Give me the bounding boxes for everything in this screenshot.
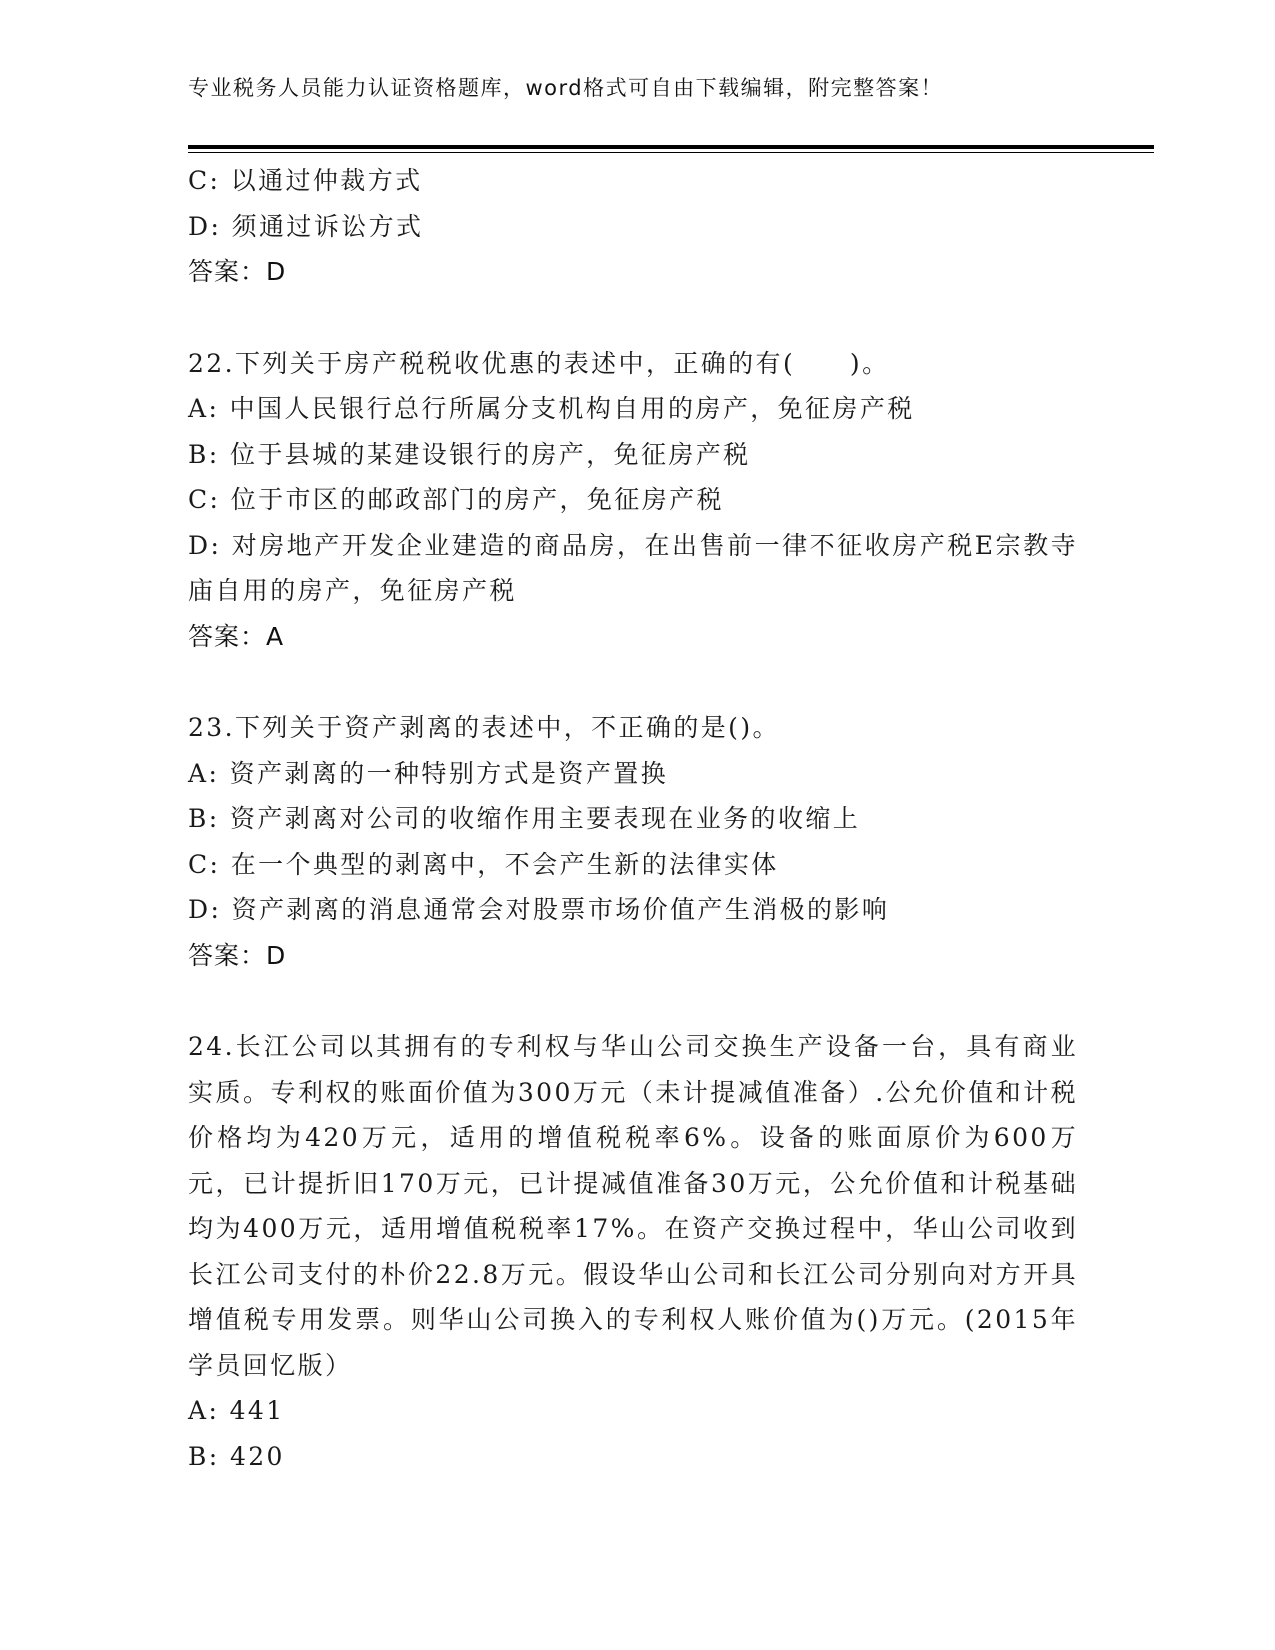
option-d: D: 资产剥离的消息通常会对股票市场价值产生消极的影响	[188, 895, 890, 924]
option-a: A: 441	[188, 1396, 285, 1425]
continued-question	[188, 158, 1078, 295]
question-24	[188, 1024, 1078, 1479]
option-a: A: 中国人民银行总行所属分支机构自用的房产，免征房产税	[188, 394, 915, 423]
question-stem: 23.下列关于资产剥离的表述中，不正确的是()。	[188, 713, 780, 742]
question-stem: 22.下列关于房产税税收优惠的表述中，正确的有( )。	[188, 348, 890, 378]
header-rule-thin	[188, 152, 1154, 153]
option-b: B: 资产剥离对公司的收缩作用主要表现在业务的收缩上	[188, 804, 861, 833]
option-c: C: 位于市区的邮政部门的房产，免征房产税	[188, 485, 724, 514]
header-rule-thick	[188, 145, 1154, 149]
question-22	[188, 341, 1078, 660]
option-b: B: 位于县城的某建设银行的房产，免征房产税	[188, 439, 751, 469]
option-d: D: 须通过诉讼方式	[188, 211, 424, 241]
question-23	[188, 705, 1078, 978]
option-d: D: 对房地产开发企业建造的商品房，在出售前一律不征收房产税E宗教寺庙自用的房产，免征房产税	[188, 530, 1078, 605]
answer-line: 答案：D	[188, 257, 287, 286]
answer-line: 答案：A	[188, 621, 285, 651]
option-a: A: 资产剥离的一种特别方式是资产置换	[188, 758, 669, 788]
document-body	[188, 158, 1078, 1479]
option-c: C: 以通过仲裁方式	[188, 166, 423, 195]
answer-line: 答案：D	[188, 940, 287, 970]
option-c: C: 在一个典型的剥离中，不会产生新的法律实体	[188, 849, 779, 879]
page-header: 专业税务人员能力认证资格题库，word格式可自由下载编辑，附完整答案！	[188, 76, 944, 100]
question-stem: 24.长江公司以其拥有的专利权与华山公司交换生产设备一台，具有商业实质。专利权的账面价值为300万元（未计提减值准备）.公允价值和计税价格均为420万元，适用的增值税税率6%。设备的账面原价为600万元，已计提折旧170万元，已计提减值准备30万元，公允价值和计税基础均为400万元，适用增值税税率17%。在资产交换过程中，华山公司收到长江公司支付的朴价22.8万元。假设华山公司和长江公司分别向对方开具增值税专用发票。则华山公司换入的专利权人账价值为()万元。(2015年学员回忆版）	[188, 1032, 1078, 1380]
option-b: B: 420	[188, 1441, 285, 1471]
